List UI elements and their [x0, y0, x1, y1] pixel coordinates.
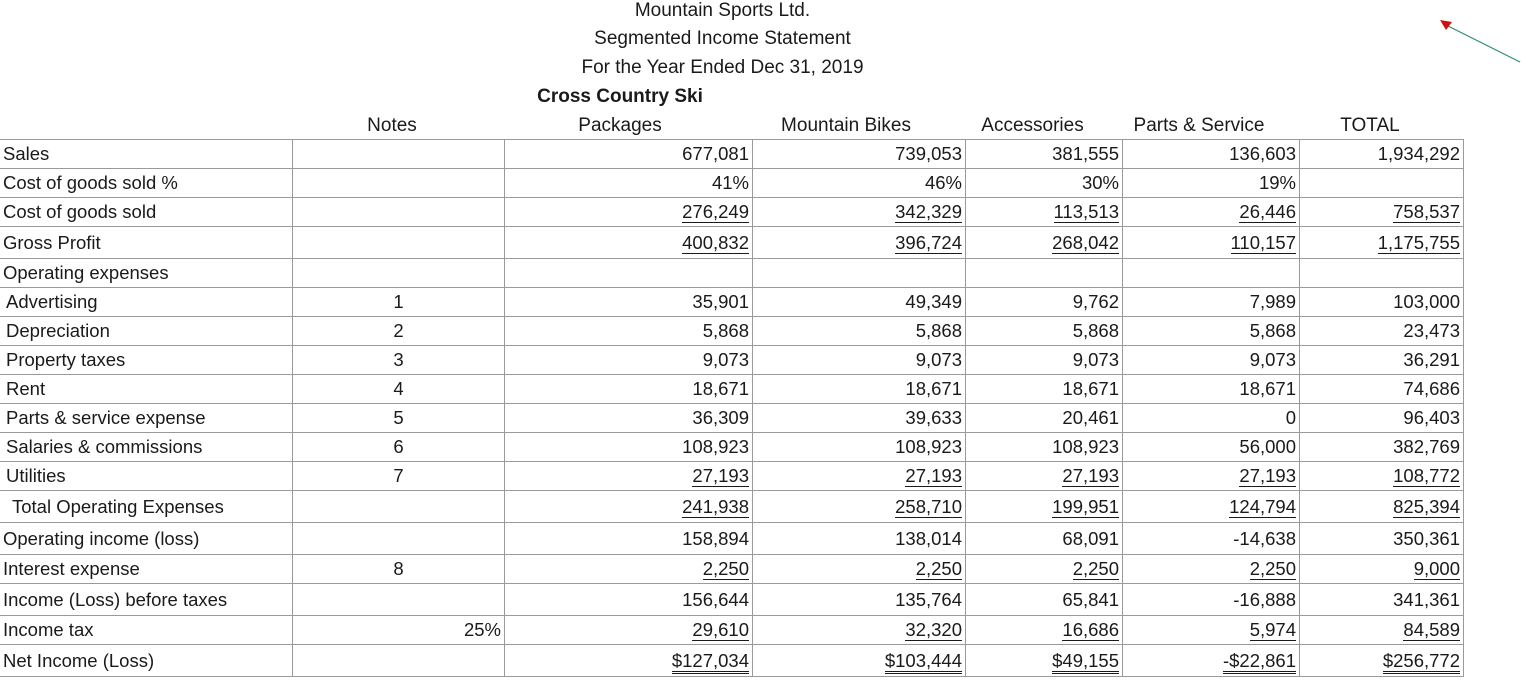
table-row	[0, 288, 1464, 317]
value-text: -$22,861	[1223, 650, 1296, 674]
value-cell	[1300, 584, 1464, 616]
value-cell	[505, 404, 753, 433]
value-cell	[966, 491, 1123, 523]
value-cell	[966, 140, 1123, 169]
value-cell	[753, 227, 966, 259]
value-text: 36,309	[692, 407, 749, 428]
value-cell	[966, 259, 1123, 288]
value-text: 74,686	[1403, 378, 1460, 399]
value-cell	[1300, 375, 1464, 404]
value-cell	[753, 433, 966, 462]
table-row	[0, 433, 1464, 462]
value-cell	[505, 259, 753, 288]
row-note	[293, 317, 505, 346]
value-text: 268,042	[1052, 231, 1119, 253]
table-row	[0, 616, 1464, 645]
value-text: 382,769	[1393, 436, 1460, 457]
value-cell	[1300, 288, 1464, 317]
value-cell	[753, 462, 966, 491]
value-cell	[1300, 317, 1464, 346]
value-cell	[753, 140, 966, 169]
value-text: 5,868	[702, 320, 749, 341]
value-text: 9,073	[702, 349, 749, 370]
value-cell	[1300, 491, 1464, 523]
value-cell	[1123, 645, 1300, 677]
value-cell	[505, 584, 753, 616]
value-cell	[1123, 375, 1300, 404]
row-note	[293, 404, 505, 433]
value-cell	[966, 523, 1123, 555]
value-cell	[966, 198, 1123, 227]
row-label: Cost of goods sold %	[0, 169, 293, 198]
row-note	[293, 645, 505, 677]
table-row	[0, 198, 1464, 227]
row-note	[293, 375, 505, 404]
row-label: Parts & service expense	[0, 404, 293, 433]
table-row	[0, 169, 1464, 198]
note-number: 4	[393, 378, 404, 399]
value-text: 27,193	[692, 465, 749, 486]
row-label: Total Operating Expenses	[0, 491, 293, 523]
row-note	[293, 259, 505, 288]
header-xc-line1: Cross Country Ski	[537, 86, 703, 107]
value-cell	[505, 555, 753, 584]
value-cell	[753, 645, 966, 677]
value-cell	[1123, 317, 1300, 346]
value-text: $49,155	[1052, 650, 1119, 674]
row-label: Income tax	[0, 616, 293, 645]
table-row	[0, 140, 1464, 169]
value-text: 135,764	[895, 588, 962, 610]
value-text: 5,974	[1249, 619, 1296, 640]
value-cell	[505, 523, 753, 555]
value-cell	[505, 433, 753, 462]
value-cell	[753, 198, 966, 227]
value-text: 27,193	[1239, 465, 1296, 486]
value-text: 2,250	[915, 558, 962, 579]
value-text: 9,762	[1072, 291, 1119, 312]
value-cell	[1123, 584, 1300, 616]
row-label: Utilities	[0, 462, 293, 491]
value-cell	[505, 169, 753, 198]
value-cell	[1300, 433, 1464, 462]
value-cell	[966, 462, 1123, 491]
value-text: 341,361	[1393, 588, 1460, 610]
value-cell	[1123, 523, 1300, 555]
value-text: 19%	[1258, 172, 1296, 193]
value-text: 96,403	[1403, 407, 1460, 428]
value-cell	[505, 317, 753, 346]
value-text: 9,073	[915, 349, 962, 370]
value-cell	[966, 645, 1123, 677]
value-cell	[753, 616, 966, 645]
table-row	[0, 584, 1464, 616]
value-cell	[505, 288, 753, 317]
statement-period: For the Year Ended Dec 31, 2019	[581, 57, 864, 78]
value-text: -14,638	[1233, 527, 1296, 549]
value-cell	[1300, 198, 1464, 227]
row-note	[293, 616, 505, 645]
value-text: 9,000	[1413, 558, 1460, 579]
value-text: 18,671	[905, 378, 962, 399]
table-row	[0, 555, 1464, 584]
row-label: Rent	[0, 375, 293, 404]
value-cell	[1123, 198, 1300, 227]
table-row	[0, 645, 1464, 677]
value-text: 342,329	[895, 201, 962, 222]
value-text: 258,710	[895, 495, 962, 517]
value-text: 1,934,292	[1377, 143, 1460, 164]
value-text: 65,841	[1062, 588, 1119, 610]
value-text: 16,686	[1062, 619, 1119, 640]
value-cell	[1123, 227, 1300, 259]
value-cell	[1123, 140, 1300, 169]
income-statement-table	[0, 139, 1464, 677]
value-cell	[1123, 616, 1300, 645]
table-row	[0, 375, 1464, 404]
table-row	[0, 346, 1464, 375]
value-text: 9,073	[1249, 349, 1296, 370]
row-label: Advertising	[0, 288, 293, 317]
row-note	[293, 140, 505, 169]
value-text: 136,603	[1229, 143, 1296, 164]
value-text: 36,291	[1403, 349, 1460, 370]
value-cell	[1123, 169, 1300, 198]
value-cell	[1300, 462, 1464, 491]
value-text: 39,633	[905, 407, 962, 428]
value-text: 49,349	[905, 291, 962, 312]
row-label: Sales	[0, 140, 293, 169]
value-text: 138,014	[895, 527, 962, 549]
value-text: 30%	[1081, 172, 1119, 193]
row-label: Income (Loss) before taxes	[0, 584, 293, 616]
value-cell	[1300, 227, 1464, 259]
value-text: 381,555	[1052, 143, 1119, 164]
row-label: Depreciation	[0, 317, 293, 346]
value-text: $127,034	[672, 650, 749, 674]
value-cell	[966, 404, 1123, 433]
value-text: 1,175,755	[1377, 231, 1460, 253]
value-text: 825,394	[1393, 495, 1460, 517]
row-note	[293, 346, 505, 375]
value-cell	[753, 169, 966, 198]
value-text: 2,250	[1249, 558, 1296, 579]
value-text: 276,249	[682, 201, 749, 222]
value-text: 103,000	[1393, 291, 1460, 312]
value-cell	[1123, 259, 1300, 288]
value-text: 5,868	[1249, 320, 1296, 341]
value-cell	[753, 346, 966, 375]
value-cell	[966, 584, 1123, 616]
value-cell	[505, 140, 753, 169]
row-note	[293, 584, 505, 616]
table-row	[0, 491, 1464, 523]
header-mountain-bikes: Mountain Bikes	[781, 115, 911, 136]
value-cell	[753, 259, 966, 288]
note-number: 1	[393, 291, 404, 312]
value-text: 18,671	[1062, 378, 1119, 399]
value-cell	[753, 491, 966, 523]
value-text: 739,053	[895, 143, 962, 164]
value-cell	[966, 227, 1123, 259]
value-text: 9,073	[1072, 349, 1119, 370]
row-label: Net Income (Loss)	[0, 645, 293, 677]
table-row	[0, 227, 1464, 259]
value-text: 35,901	[692, 291, 749, 312]
value-text: 350,361	[1393, 527, 1460, 549]
value-cell	[1123, 288, 1300, 317]
value-cell	[966, 169, 1123, 198]
row-label: Operating expenses	[0, 259, 293, 288]
value-cell	[1123, 491, 1300, 523]
value-cell	[505, 616, 753, 645]
value-text: 108,923	[895, 436, 962, 457]
value-cell	[966, 433, 1123, 462]
value-cell	[966, 288, 1123, 317]
value-text: 29,610	[692, 619, 749, 640]
statement-title: Segmented Income Statement	[594, 28, 851, 49]
row-label: Interest expense	[0, 555, 293, 584]
table-row	[0, 259, 1464, 288]
value-cell	[1123, 346, 1300, 375]
value-cell	[753, 584, 966, 616]
value-text: 2,250	[1072, 558, 1119, 579]
header-xc-line2: Packages	[578, 115, 662, 136]
value-text: 677,081	[682, 143, 749, 164]
value-cell	[1300, 555, 1464, 584]
note-number: 8	[393, 558, 404, 579]
value-text: 56,000	[1239, 436, 1296, 457]
value-text: 400,832	[682, 231, 749, 253]
value-cell	[753, 523, 966, 555]
row-note	[293, 227, 505, 259]
value-cell	[753, 288, 966, 317]
value-cell	[505, 227, 753, 259]
value-text: 18,671	[1239, 378, 1296, 399]
value-cell	[505, 462, 753, 491]
value-cell	[505, 198, 753, 227]
value-cell	[966, 375, 1123, 404]
value-cell	[753, 317, 966, 346]
value-text: 23,473	[1403, 320, 1460, 341]
row-label: Cost of goods sold	[0, 198, 293, 227]
value-cell	[753, 404, 966, 433]
value-text: 27,193	[905, 465, 962, 486]
header-accessories: Accessories	[981, 115, 1084, 136]
header-parts-service: Parts & Service	[1133, 115, 1265, 136]
row-note	[293, 433, 505, 462]
value-cell	[505, 645, 753, 677]
tax-rate: 25%	[463, 619, 501, 640]
row-note	[293, 491, 505, 523]
row-note	[293, 555, 505, 584]
value-text: 5,868	[915, 320, 962, 341]
value-text: $103,444	[885, 650, 962, 674]
value-text: 108,923	[682, 436, 749, 457]
value-cell	[1300, 645, 1464, 677]
value-cell	[966, 555, 1123, 584]
row-label: Property taxes	[0, 346, 293, 375]
value-cell	[1123, 433, 1300, 462]
value-cell	[1300, 140, 1464, 169]
value-text: 758,537	[1393, 201, 1460, 222]
value-cell	[505, 346, 753, 375]
value-cell	[505, 491, 753, 523]
value-text: 2,250	[702, 558, 749, 579]
row-label: Gross Profit	[0, 227, 293, 259]
row-note	[293, 523, 505, 555]
row-note	[293, 462, 505, 491]
value-cell	[966, 346, 1123, 375]
row-label: Operating income (loss)	[0, 523, 293, 555]
value-text: 108,923	[1052, 436, 1119, 457]
value-text: 68,091	[1062, 527, 1119, 549]
value-cell	[1300, 169, 1464, 198]
value-cell	[753, 375, 966, 404]
value-text: 46%	[924, 172, 962, 193]
header-total: TOTAL	[1340, 115, 1400, 136]
row-note	[293, 198, 505, 227]
value-cell	[1123, 555, 1300, 584]
note-number: 5	[393, 407, 404, 428]
row-note	[293, 288, 505, 317]
value-text: $256,772	[1383, 650, 1460, 674]
value-text: 0	[1285, 407, 1296, 428]
value-text: 158,894	[682, 527, 749, 549]
value-text: 5,868	[1072, 320, 1119, 341]
value-text: 113,513	[1053, 201, 1119, 222]
header-notes: Notes	[367, 115, 417, 136]
value-cell	[1123, 462, 1300, 491]
note-number: 2	[393, 320, 404, 341]
value-text: 26,446	[1239, 201, 1296, 222]
value-text: 18,671	[692, 378, 749, 399]
value-cell	[1300, 616, 1464, 645]
value-text: 241,938	[682, 495, 749, 517]
value-text: 32,320	[905, 619, 962, 640]
row-label: Salaries & commissions	[0, 433, 293, 462]
value-cell	[1123, 404, 1300, 433]
value-text: 84,589	[1403, 619, 1460, 640]
note-number: 6	[393, 436, 404, 457]
note-number: 3	[393, 349, 404, 370]
value-cell	[505, 375, 753, 404]
value-cell	[1300, 523, 1464, 555]
table-row	[0, 523, 1464, 555]
table-row	[0, 462, 1464, 491]
value-text: 396,724	[895, 231, 962, 253]
row-note	[293, 169, 505, 198]
value-text: 108,772	[1393, 465, 1460, 486]
value-cell	[1300, 346, 1464, 375]
value-text: 199,951	[1052, 495, 1119, 517]
note-number: 7	[393, 465, 404, 486]
value-cell	[1300, 404, 1464, 433]
value-text: 27,193	[1062, 465, 1119, 486]
value-text: 110,157	[1230, 231, 1296, 253]
value-text: -16,888	[1233, 588, 1296, 610]
value-cell	[966, 616, 1123, 645]
value-text: 41%	[711, 172, 749, 193]
table-row	[0, 317, 1464, 346]
value-cell	[966, 317, 1123, 346]
table-row	[0, 404, 1464, 433]
value-text: 156,644	[682, 588, 749, 610]
annotation-arrow-icon	[1430, 14, 1521, 64]
value-cell	[753, 555, 966, 584]
value-text: 124,794	[1229, 495, 1296, 517]
value-cell	[1300, 259, 1464, 288]
value-text: 7,989	[1249, 291, 1296, 312]
company-name: Mountain Sports Ltd.	[634, 0, 811, 21]
value-text: 20,461	[1062, 407, 1119, 428]
